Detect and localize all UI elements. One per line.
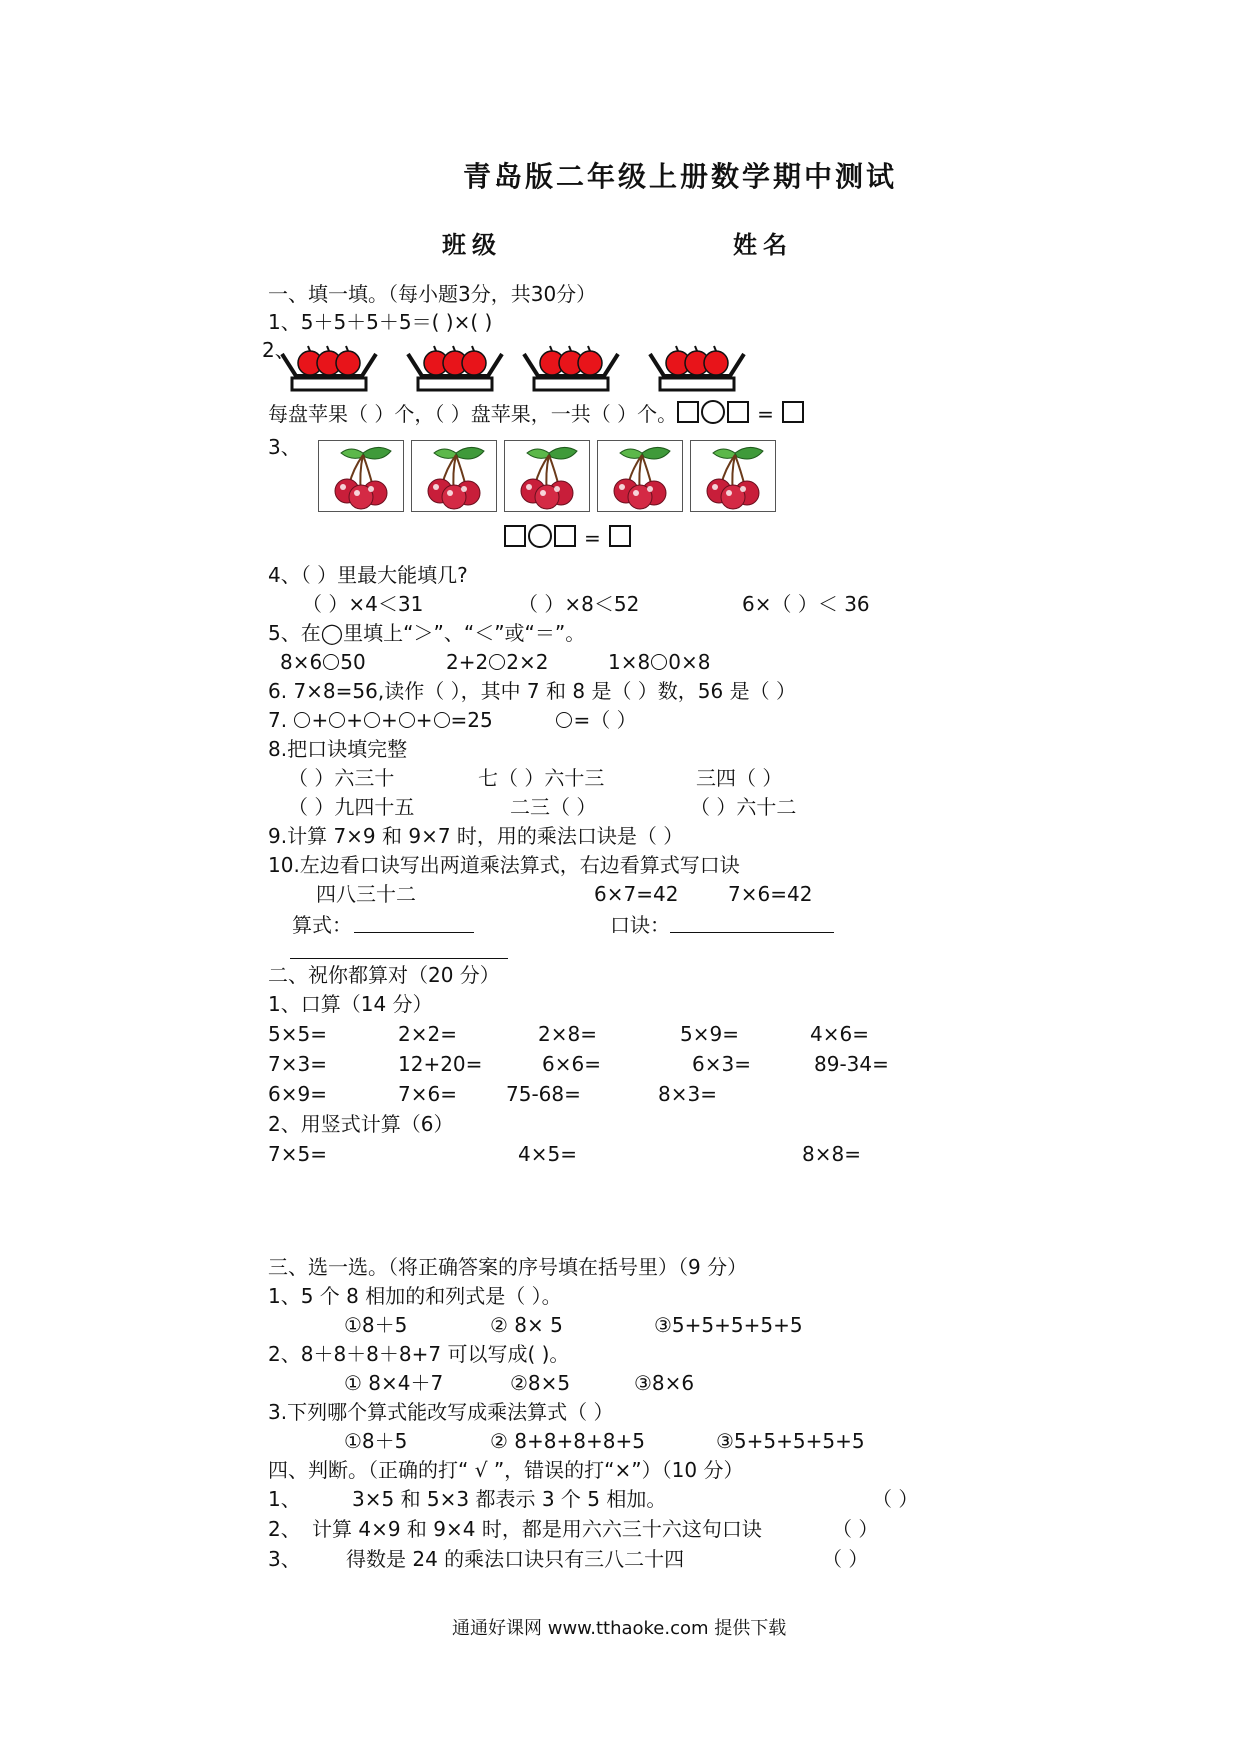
section-1-heading: 一、填一填。（每小题3分，共30分） xyxy=(268,282,597,306)
section-2-sub-1: 1、口算（14 分） xyxy=(268,992,433,1016)
question-1-4c: 6×（ ）＜ 36 xyxy=(742,592,870,616)
cherry-icon xyxy=(598,441,682,511)
question-1-8: 8.把口诀填完整 xyxy=(268,737,408,761)
question-1-10: 10.左边看口诀写出两道乘法算式，右边看算式写口诀 xyxy=(268,853,740,877)
circle-icon[interactable] xyxy=(294,712,310,728)
choice-3-option-2[interactable]: ② 8+8+8+8+5 xyxy=(490,1429,645,1453)
cherry-icon xyxy=(505,441,589,511)
mental-math-2-2: 12+20= xyxy=(398,1052,483,1076)
circle-icon[interactable] xyxy=(434,712,450,728)
question-1-5b xyxy=(446,649,548,675)
choice-1-option-1[interactable]: ①8＋5 xyxy=(344,1313,408,1337)
compare-circle-icon[interactable] xyxy=(651,654,667,670)
question-1-5c xyxy=(608,649,710,675)
rhyme-answer-line[interactable] xyxy=(670,932,834,933)
plus-sign: + xyxy=(346,708,363,732)
circle-icon[interactable] xyxy=(399,712,415,728)
question-1-8e: 二三（ ） xyxy=(510,795,597,819)
section-3-heading: 三、选一选。（将正确答案的序号填在括号里）（9 分） xyxy=(268,1255,748,1279)
cherry-icon xyxy=(412,441,496,511)
cherry-picture-box xyxy=(318,440,404,512)
mental-math-2-3: 6×6= xyxy=(542,1052,601,1076)
question-1-7-number: 7. xyxy=(268,708,288,732)
question-1-3-number: 3、 xyxy=(268,435,301,459)
compare-left: 2+2 xyxy=(446,650,489,674)
judge-3-number: 3、 xyxy=(268,1547,301,1571)
compare-right: 0×8 xyxy=(668,650,711,674)
compare-right: 2×2 xyxy=(506,650,549,674)
choice-3-option-1[interactable]: ①8＋5 xyxy=(344,1429,408,1453)
section-2-heading: 二、祝你都算对（20 分） xyxy=(268,963,500,987)
cherry-picture-box xyxy=(504,440,590,512)
judge-1-text: 3×5 和 5×3 都表示 3 个 5 相加。 xyxy=(352,1487,667,1511)
answer-box-icon[interactable] xyxy=(504,525,526,547)
question-1-5a xyxy=(280,649,366,675)
apple-baskets-figure xyxy=(278,342,758,394)
question-1-3-equation xyxy=(504,524,631,551)
mental-math-2-1: 7×3= xyxy=(268,1052,327,1076)
question-1-8d: （ ）九四十五 xyxy=(288,795,415,819)
mental-math-2-4: 6×3= xyxy=(692,1052,751,1076)
question-1-6: 6. 7×8=56,读作（ ），其中 7 和 8 是（ ）数，56 是（ ） xyxy=(268,679,796,703)
question-1-10-rhyme-label: 口诀： xyxy=(610,913,670,937)
section-4-heading: 四、判断。（正确的打“ √ ”，错误的打“×”）（10 分） xyxy=(268,1458,744,1482)
choice-3-option-3[interactable]: ③5+5+5+5+5 xyxy=(716,1429,865,1453)
equals-25: =25 xyxy=(450,708,493,732)
plus-sign: + xyxy=(415,708,433,732)
choice-question-1: 1、5 个 8 相加的和列式是（ ）。 xyxy=(268,1284,562,1308)
question-1-10b: 6×7=42 xyxy=(594,882,679,906)
equals-sign: = xyxy=(757,402,774,426)
footer-source: 通通好课网 www.tthaoke.com 提供下载 xyxy=(452,1618,787,1639)
question-1-7 xyxy=(268,707,637,733)
mental-math-3-4: 8×3= xyxy=(658,1082,717,1106)
judge-3-answer[interactable]: （ ） xyxy=(822,1547,869,1571)
operator-circle-icon[interactable] xyxy=(528,524,552,548)
plus-sign: + xyxy=(380,708,398,732)
choice-question-3: 3.下列哪个算式能改写成乘法算式（ ） xyxy=(268,1400,614,1424)
question-1-10-formula-label: 算式： xyxy=(292,913,352,937)
mental-math-2-5: 89-34= xyxy=(814,1052,889,1076)
question-1-2-number: 2、 xyxy=(262,338,295,362)
answer-box-icon[interactable] xyxy=(677,401,699,423)
answer-box-icon[interactable] xyxy=(782,401,804,423)
question-1-8c: 三四（ ） xyxy=(696,766,783,790)
vertical-calc-3: 8×8= xyxy=(802,1142,861,1166)
apple-basket-icon xyxy=(282,346,376,390)
vertical-calc-1: 7×5= xyxy=(268,1142,327,1166)
circle-icon[interactable] xyxy=(556,712,572,728)
cherry-icon xyxy=(691,441,775,511)
question-1-4b: （ ）×8＜52 xyxy=(518,592,640,616)
question-1-7-answer: =（ ） xyxy=(573,708,637,732)
formula-answer-line-2[interactable] xyxy=(290,958,508,959)
circle-icon[interactable] xyxy=(329,712,345,728)
mental-math-3-1: 6×9= xyxy=(268,1082,327,1106)
choice-2-option-2[interactable]: ②8×5 xyxy=(510,1371,571,1395)
compare-right: 50 xyxy=(340,650,366,674)
question-1-10a: 四八三十二 xyxy=(316,882,416,906)
choice-question-2: 2、8＋8＋8＋8+7 可以写成( )。 xyxy=(268,1342,570,1366)
equals-sign: = xyxy=(584,526,601,550)
choice-2-option-3[interactable]: ③8×6 xyxy=(634,1371,695,1395)
question-1-1: 1、5＋5＋5＋5＝( )×( ) xyxy=(268,310,493,334)
page-title: 青岛版二年级上册数学期中测试 xyxy=(463,160,898,193)
question-1-8f: （ ）六十二 xyxy=(690,795,797,819)
choice-1-option-2[interactable]: ② 8× 5 xyxy=(490,1313,563,1337)
class-label: 班级 xyxy=(442,231,502,259)
judge-2-number: 2、 xyxy=(268,1517,301,1541)
question-1-10c: 7×6=42 xyxy=(728,882,813,906)
judge-1-answer[interactable]: （ ） xyxy=(872,1487,919,1511)
mental-math-3-3: 75-68= xyxy=(506,1082,581,1106)
mental-math-1-4: 5×9= xyxy=(680,1022,739,1046)
mental-math-1-3: 2×8= xyxy=(538,1022,597,1046)
judge-2-text: 计算 4×9 和 9×4 时，都是用六六三十六这句口诀 xyxy=(312,1517,762,1541)
answer-box-icon[interactable] xyxy=(727,401,749,423)
mental-math-1-5: 4×6= xyxy=(810,1022,869,1046)
choice-1-option-3[interactable]: ③5+5+5+5+5 xyxy=(654,1313,803,1337)
section-2-sub-2: 2、用竖式计算（6） xyxy=(268,1112,454,1136)
circle-icon[interactable] xyxy=(364,712,380,728)
operator-circle-icon[interactable] xyxy=(701,400,725,424)
compare-circle-icon[interactable] xyxy=(323,654,339,670)
plus-sign: + xyxy=(311,708,329,732)
question-1-4: 4、（ ）里最大能填几? xyxy=(268,563,468,587)
question-1-8b: 七（ ）六十三 xyxy=(478,766,605,790)
question-1-5: 5、在◯里填上“＞”、“＜”或“＝”。 xyxy=(268,621,586,645)
answer-box-icon[interactable] xyxy=(554,525,576,547)
question-1-8a: （ ）六三十 xyxy=(288,766,395,790)
question-1-9: 9.计算 7×9 和 9×7 时，用的乘法口诀是（ ） xyxy=(268,824,684,848)
vertical-calc-2: 4×5= xyxy=(518,1142,577,1166)
name-label: 姓名 xyxy=(733,231,793,259)
judge-1-number: 1、 xyxy=(268,1487,301,1511)
cherry-picture-box xyxy=(411,440,497,512)
cherry-picture-box xyxy=(597,440,683,512)
cherry-icon xyxy=(319,441,403,511)
compare-left: 1×8 xyxy=(608,650,651,674)
question-1-2-prompt: 每盘苹果（ ）个，（ ）盘苹果，一共（ ）个。 xyxy=(268,402,678,426)
formula-answer-line[interactable] xyxy=(354,932,474,933)
cherry-picture-box xyxy=(690,440,776,512)
mental-math-1-1: 5×5= xyxy=(268,1022,327,1046)
question-1-2-text xyxy=(268,400,804,427)
mental-math-1-2: 2×2= xyxy=(398,1022,457,1046)
compare-circle-icon[interactable] xyxy=(489,654,505,670)
choice-2-option-1[interactable]: ① 8×4＋7 xyxy=(344,1371,444,1395)
question-1-4a: （ ）×4＜31 xyxy=(302,592,424,616)
judge-3-text: 得数是 24 的乘法口诀只有三八二十四 xyxy=(346,1547,685,1571)
answer-box-icon[interactable] xyxy=(609,525,631,547)
mental-math-3-2: 7×6= xyxy=(398,1082,457,1106)
judge-2-answer[interactable]: （ ） xyxy=(832,1517,879,1541)
compare-left: 8×6 xyxy=(280,650,323,674)
